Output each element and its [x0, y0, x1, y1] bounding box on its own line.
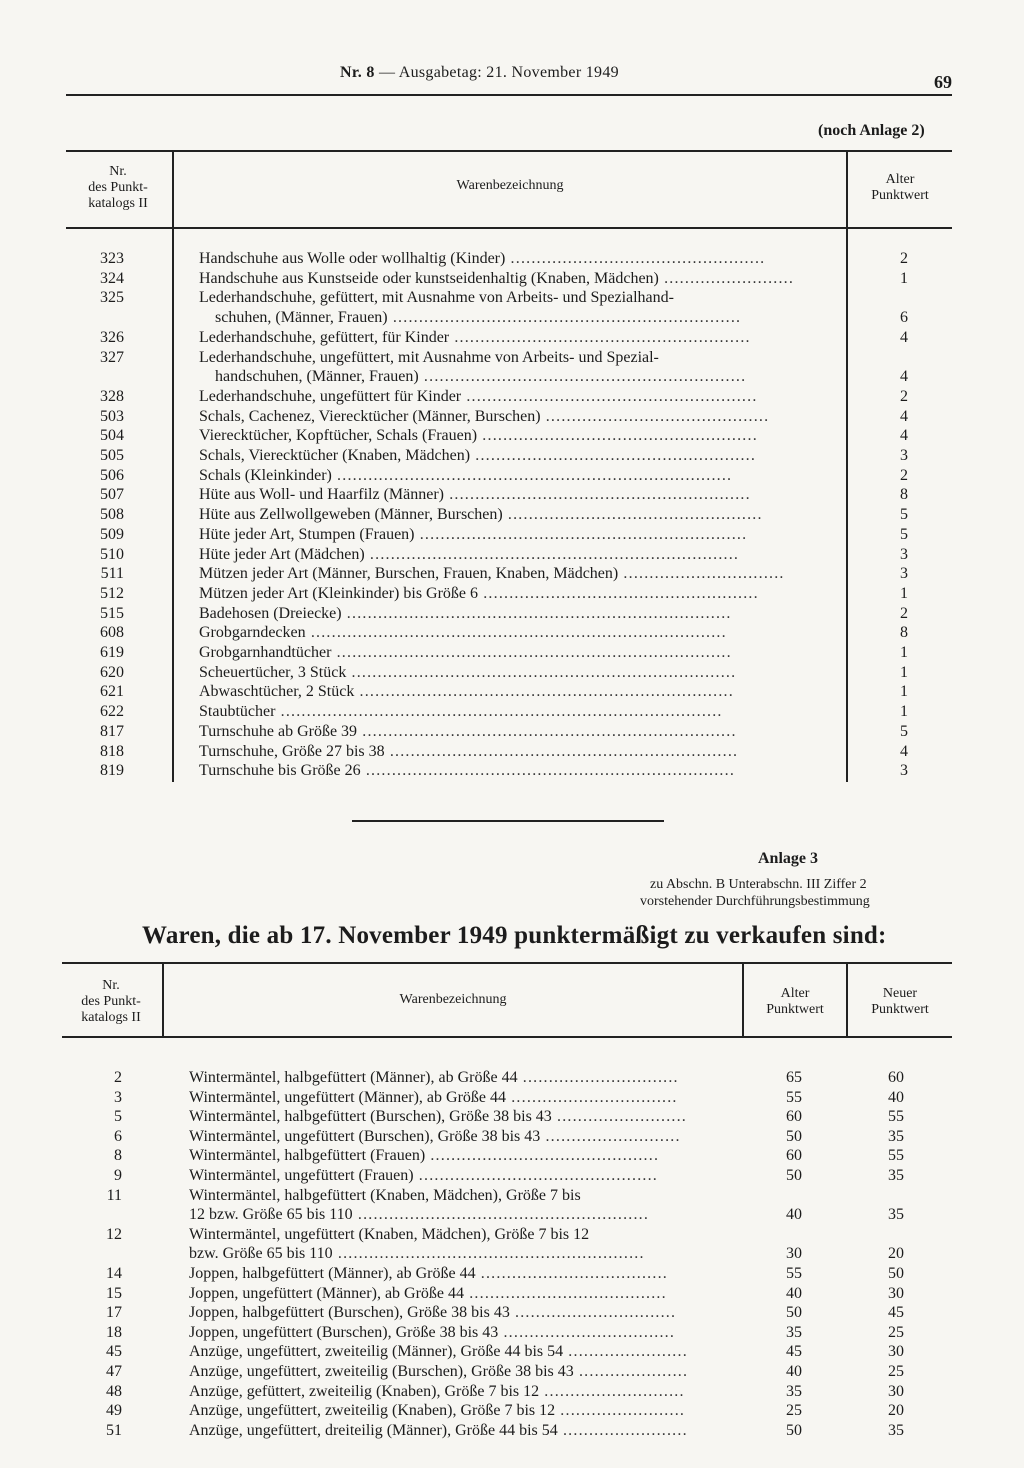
new-point-value: 25 [888, 1323, 904, 1341]
item-number: 47 [106, 1363, 122, 1380]
annex-title: Anlage 3 [758, 850, 818, 867]
header-line: Punktwert [871, 188, 929, 203]
leader-dots: ....................................................................... [360, 762, 736, 780]
item-description [189, 1088, 678, 1108]
leader-dots: ................................................. [505, 250, 766, 267]
item-description [199, 525, 747, 545]
item-description [189, 1068, 679, 1088]
item-description [199, 288, 674, 308]
item-description [199, 485, 751, 505]
leader-dots: .................................... [475, 1265, 668, 1282]
new-point-value: 45 [888, 1304, 904, 1322]
item-description [189, 1342, 688, 1362]
page-number: 69 [934, 72, 952, 92]
item-description-text: Handschuhe aus Wolle oder wollhaltig (Kinder) [199, 250, 506, 267]
item-description [189, 1166, 658, 1186]
leader-dots: ............................................................................ [331, 466, 733, 484]
leader-dots: .......................... [540, 1127, 681, 1145]
item-number: 515 [100, 604, 124, 622]
item-description-text: Anzüge, gefüttert, zweiteilig (Knaben), Größe 7 bis 12 [189, 1382, 540, 1400]
new-point-value: 35 [888, 1127, 904, 1145]
table1-col-divider [846, 150, 848, 782]
issue-number: Nr. 8 [340, 64, 375, 81]
old-point-value: 1 [900, 663, 908, 681]
item-number: 6 [114, 1127, 122, 1145]
item-description-text: Hüte jeder Art, Stumpen (Frauen) [199, 525, 415, 543]
item-description-text: Turnschuhe ab Größe 39 [199, 722, 358, 740]
item-number: 5 [114, 1108, 122, 1126]
item-number: 608 [100, 624, 124, 642]
item-description-text: Hüte aus Zellwollgeweben (Männer, Burschen) [199, 506, 503, 524]
old-point-value: 3 [900, 762, 908, 780]
item-description-text: Vierecktücher, Kopftücher, Schals (Frauen) [199, 427, 478, 445]
item-number: 507 [100, 486, 124, 504]
item-number: 510 [100, 545, 124, 563]
item-description [189, 1225, 589, 1245]
item-description [199, 328, 751, 348]
leader-dots: ....................................................................... [364, 545, 740, 563]
item-description [189, 1205, 649, 1225]
annex-note: (noch Anlage 2) [818, 122, 925, 139]
item-number: 15 [106, 1284, 122, 1302]
item-description-text: Anzüge, ungefüttert, zweiteilig (Burschen), Größe 38 bis 43 [189, 1363, 574, 1380]
item-description [189, 1401, 685, 1421]
table1-header-nr [66, 164, 170, 212]
item-number: 819 [100, 762, 124, 780]
item-number: 17 [106, 1304, 122, 1322]
item-description [215, 308, 741, 328]
item-number: 818 [100, 742, 124, 760]
table1-col-divider [172, 150, 174, 782]
old-point-value: 65 [786, 1069, 802, 1086]
item-number: 512 [100, 584, 124, 602]
header-rule [66, 94, 952, 96]
new-point-value: 35 [888, 1167, 904, 1184]
item-description-text: Scheuertücher, 3 Stück [199, 663, 347, 681]
leader-dots: ...................................... [464, 1284, 667, 1302]
item-number: 505 [100, 447, 124, 464]
annex-reference: vorstehender Durchführungsbestimmung [640, 894, 870, 909]
item-description-text: Wintermäntel, ungefüttert (Frauen) [189, 1167, 414, 1184]
item-number: 51 [106, 1421, 122, 1439]
header-line: Alter [885, 172, 915, 187]
new-point-value: 55 [888, 1147, 904, 1165]
item-description-text: Wintermäntel, ungefüttert (Männer), ab Größe 44 [189, 1088, 507, 1106]
item-description-text: Lederhandschuhe, gefüttert, mit Ausnahme von Arbeits- und Spezialhand- [199, 289, 674, 307]
item-description [199, 722, 737, 742]
item-number: 12 [106, 1225, 122, 1243]
table2-top-rule [62, 962, 952, 964]
item-description-text: Hüte jeder Art (Mädchen) [199, 545, 365, 563]
leader-dots: ........................................................... [332, 1245, 645, 1263]
old-point-value: 3 [900, 565, 908, 583]
item-description [199, 604, 732, 624]
item-description-text: handschuhen, (Männer, Frauen) [215, 368, 419, 386]
item-description-text: Staubtücher [199, 703, 276, 721]
old-point-value: 30 [786, 1245, 802, 1263]
leader-dots: .............................................. [413, 1167, 659, 1184]
item-description-text: Anzüge, ungefüttert, zweiteilig (Knaben), Größe 7 bis 12 [189, 1402, 556, 1420]
old-point-value: 5 [900, 525, 908, 543]
item-number: 509 [100, 525, 124, 543]
leader-dots: ........................................................................ [357, 722, 737, 740]
item-description-text: Lederhandschuhe, gefüttert, für Kinder [199, 328, 450, 346]
item-description [189, 1107, 687, 1127]
item-number: 324 [100, 269, 124, 287]
item-number: 323 [100, 250, 124, 267]
item-description [199, 643, 732, 663]
old-point-value: 55 [786, 1088, 802, 1106]
item-description [199, 742, 738, 762]
item-number: 621 [100, 683, 124, 701]
old-point-value: 2 [900, 604, 908, 622]
leader-dots: ........................................................ [461, 387, 758, 405]
table1-header-rule [66, 227, 952, 229]
old-point-value: 60 [786, 1147, 802, 1165]
item-description-text: Wintermäntel, ungefüttert (Knaben, Mädchen), Größe 7 bis 12 [189, 1225, 590, 1243]
leader-dots: ................................................................................ [305, 624, 727, 642]
new-point-value: 20 [888, 1245, 904, 1263]
leader-dots: ................................................................... [387, 309, 742, 327]
item-description-text: Badehosen (Dreiecke) [199, 604, 342, 622]
item-description [189, 1186, 581, 1206]
item-description-text: Wintermäntel, halbgefüttert (Burschen), Größe 38 bis 43 [189, 1108, 552, 1126]
item-number: 18 [106, 1323, 122, 1341]
item-description [199, 348, 659, 368]
item-number: 11 [106, 1186, 122, 1204]
leader-dots: ................................................. [502, 506, 763, 524]
item-description-text: Schals, Cachenez, Vierecktücher (Männer, Burschen) [199, 407, 541, 425]
leader-dots: .............................................................. [418, 368, 747, 386]
old-point-value: 50 [786, 1304, 802, 1322]
item-description-text: Schals (Kleinkinder) [199, 466, 332, 484]
item-number: 45 [106, 1343, 122, 1361]
leader-dots: ..................................................... [478, 584, 759, 602]
item-description [199, 407, 769, 427]
item-description [199, 249, 765, 269]
item-number: 325 [100, 289, 124, 307]
item-description [199, 663, 736, 683]
header-line: Punktwert [871, 1002, 929, 1017]
old-point-value: 40 [786, 1284, 802, 1302]
section-divider [352, 820, 664, 822]
item-description [199, 269, 794, 289]
running-header [340, 64, 619, 82]
item-description-text: schuhen, (Männer, Frauen) [215, 309, 388, 327]
item-description-text: Lederhandschuhe, ungefüttert, mit Ausnahme von Arbeits- und Spezial- [199, 348, 659, 366]
item-description-text: Joppen, ungefüttert (Männer), ab Größe 44 [189, 1284, 465, 1302]
item-description-text: Handschuhe aus Kunstseide oder kunstseidenhaltig (Knaben, Mädchen) [199, 269, 659, 287]
old-point-value: 8 [900, 624, 908, 642]
item-description-text: Hüte aus Woll- und Haarfilz (Männer) [199, 486, 444, 504]
item-number: 511 [100, 565, 124, 583]
new-point-value: 50 [888, 1265, 904, 1282]
leader-dots: ..................................................... [477, 427, 758, 445]
old-point-value: 40 [786, 1206, 802, 1224]
leader-dots: ............................... [509, 1304, 677, 1322]
item-description-text: Grobgarndecken [199, 624, 306, 642]
item-description-text: Lederhandschuhe, ungefüttert für Kinder [199, 387, 462, 405]
old-point-value: 1 [900, 703, 908, 721]
table2-header-neu [848, 986, 952, 1018]
item-description [189, 1421, 688, 1441]
item-number: 506 [100, 466, 124, 484]
table2-header-alt [744, 986, 846, 1018]
leader-dots: .............................. [517, 1069, 679, 1086]
old-point-value: 50 [786, 1127, 802, 1145]
leader-dots: ........................... [539, 1382, 685, 1400]
leader-dots: ..................... [573, 1363, 689, 1380]
item-number: 620 [100, 663, 124, 681]
old-point-value: 4 [900, 368, 908, 386]
item-description [189, 1244, 645, 1264]
table2-header-nr [62, 978, 160, 1026]
old-point-value: 1 [900, 683, 908, 701]
leader-dots: ....................... [563, 1343, 688, 1361]
old-point-value: 4 [900, 328, 908, 346]
item-description-text: Wintermäntel, halbgefüttert (Männer), ab Größe 44 [189, 1069, 518, 1086]
item-description [189, 1284, 667, 1304]
section-heading: Waren, die ab 17. November 1949 punktermäßigt zu verkaufen sind: [142, 922, 887, 949]
item-description [199, 702, 723, 722]
item-description-text: Anzüge, ungefüttert, zweiteilig (Männer), Größe 44 bis 54 [189, 1343, 564, 1361]
leader-dots: ......................................................... [449, 328, 751, 346]
leader-dots: .......................................................................... [346, 663, 737, 681]
new-point-value: 25 [888, 1363, 904, 1380]
old-point-value: 3 [900, 447, 908, 464]
old-point-value: 50 [786, 1167, 802, 1184]
leader-dots: ............................... [618, 565, 785, 583]
old-point-value: 35 [786, 1323, 802, 1341]
table1-top-rule [66, 150, 952, 152]
header-line: Punktwert [766, 1002, 824, 1017]
leader-dots: .......................................................... [444, 486, 751, 504]
item-description-text: Abwaschtücher, 2 Stück [199, 683, 355, 701]
item-description [189, 1264, 668, 1284]
item-number: 49 [106, 1402, 122, 1420]
header-line: Neuer [882, 986, 918, 1001]
item-number: 504 [100, 427, 124, 445]
item-description [199, 387, 758, 407]
old-point-value: 4 [900, 427, 908, 445]
new-point-value: 60 [888, 1069, 904, 1086]
leader-dots: ................................................................... [384, 742, 739, 760]
new-point-value: 30 [888, 1284, 904, 1302]
old-point-value: 40 [786, 1363, 802, 1380]
item-number: 9 [114, 1167, 122, 1184]
leader-dots: ............................................................... [414, 525, 748, 543]
leader-dots: ..................................................................................... [275, 703, 723, 721]
leader-dots: ........................................... [540, 407, 770, 425]
old-point-value: 6 [900, 309, 908, 327]
old-point-value: 50 [786, 1421, 802, 1439]
old-point-value: 2 [900, 466, 908, 484]
item-description [189, 1362, 688, 1382]
leader-dots: ........................................................ [352, 1206, 650, 1224]
item-description [199, 466, 732, 486]
item-description-text: Wintermäntel, ungefüttert (Burschen), Größe 38 bis 43 [189, 1127, 541, 1145]
item-description-text: Turnschuhe bis Größe 26 [199, 762, 361, 780]
leader-dots: ................................ [506, 1088, 678, 1106]
item-description [199, 564, 785, 584]
item-description-text: Wintermäntel, halbgefüttert (Frauen) [189, 1147, 426, 1165]
item-description [199, 761, 735, 781]
item-number: 326 [100, 328, 124, 346]
item-description [199, 545, 739, 565]
old-point-value: 4 [900, 407, 908, 425]
new-point-value: 20 [888, 1402, 904, 1420]
header-line: des Punkt- [81, 994, 141, 1009]
header-line: Nr. [109, 164, 127, 179]
table1-header-ware: Warenbezeichnung [456, 178, 564, 193]
item-number: 327 [100, 348, 124, 366]
header-line: katalogs II [81, 1010, 141, 1025]
item-description-text: Joppen, ungefüttert (Burschen), Größe 38 bis 43 [189, 1323, 499, 1341]
new-point-value: 40 [888, 1088, 904, 1106]
item-description-text: Anzüge, ungefüttert, dreiteilig (Männer), Größe 44 bis 54 [189, 1421, 558, 1439]
old-point-value: 3 [900, 545, 908, 563]
item-description-text: Mützen jeder Art (Männer, Burschen, Frauen, Knaben, Mädchen) [199, 565, 619, 583]
old-point-value: 4 [900, 742, 908, 760]
issue-date: Ausgabetag: 21. November 1949 [398, 64, 619, 81]
item-description-text: Schals, Vierecktücher (Knaben, Mädchen) [199, 447, 471, 464]
leader-dots: ........................................................................ [354, 683, 734, 701]
item-description [199, 426, 758, 446]
item-description-text: Turnschuhe, Größe 27 bis 38 [199, 742, 385, 760]
item-number: 622 [100, 703, 124, 721]
item-description [199, 505, 763, 525]
old-point-value: 1 [900, 584, 908, 602]
item-description-text: Joppen, halbgefüttert (Männer), ab Größe 44 [189, 1265, 476, 1282]
item-number: 8 [114, 1147, 122, 1165]
item-description [199, 446, 756, 466]
item-description [189, 1303, 676, 1323]
old-point-value: 2 [900, 250, 908, 267]
item-description-text: Grobgarnhandtücher [199, 644, 332, 661]
item-description-text: bzw. Größe 65 bis 110 [189, 1245, 333, 1263]
item-description [215, 367, 746, 387]
item-description [199, 584, 759, 604]
old-point-value: 55 [786, 1265, 802, 1282]
item-number: 3 [114, 1088, 122, 1106]
new-point-value: 30 [888, 1382, 904, 1400]
annex-reference: zu Abschn. B Unterabschn. III Ziffer 2 [650, 877, 867, 892]
item-description-text: Joppen, halbgefüttert (Burschen), Größe 38 bis 43 [189, 1304, 510, 1322]
item-description [189, 1323, 675, 1343]
item-number: 2 [114, 1069, 122, 1086]
item-number: 817 [100, 722, 124, 740]
old-point-value: 8 [900, 486, 908, 504]
new-point-value: 35 [888, 1206, 904, 1224]
old-point-value: 2 [900, 387, 908, 405]
item-number: 619 [100, 644, 124, 661]
leader-dots: ................................. [498, 1323, 676, 1341]
table2-header-ware: Warenbezeichnung [399, 992, 507, 1007]
old-point-value: 5 [900, 722, 908, 740]
item-number: 508 [100, 506, 124, 524]
item-description-text: 12 bzw. Größe 65 bis 110 [189, 1206, 353, 1224]
item-number: 328 [100, 387, 124, 405]
old-point-value: 60 [786, 1108, 802, 1126]
leader-dots: ......................... [551, 1108, 688, 1126]
leader-dots: ...................................................... [470, 447, 757, 464]
old-point-value: 5 [900, 506, 908, 524]
leader-dots: .......................................................................... [341, 604, 732, 622]
header-line: Alter [780, 986, 810, 1001]
item-number: 14 [106, 1265, 122, 1282]
item-number: 48 [106, 1382, 122, 1400]
new-point-value: 55 [888, 1108, 904, 1126]
header-line: katalogs II [88, 196, 148, 211]
old-point-value: 35 [786, 1382, 802, 1400]
table2-header-rule [62, 1036, 952, 1038]
item-description-text: Wintermäntel, halbgefüttert (Knaben, Mädchen), Größe 7 bis [189, 1186, 581, 1204]
header-line: Nr. [102, 978, 120, 993]
old-point-value: 1 [900, 269, 908, 287]
old-point-value: 25 [786, 1402, 802, 1420]
item-description [189, 1146, 659, 1166]
item-description [199, 682, 734, 702]
item-description [189, 1127, 681, 1147]
item-description [189, 1382, 685, 1402]
leader-dots: ............................................................................ [331, 644, 732, 661]
header-dash: — [379, 64, 396, 81]
leader-dots: ........................ [557, 1421, 688, 1439]
item-description-text: Mützen jeder Art (Kleinkinder) bis Größe 6 [199, 584, 479, 602]
old-point-value: 45 [786, 1343, 802, 1361]
header-line: des Punkt- [88, 180, 148, 195]
leader-dots: ......................... [658, 269, 795, 287]
new-point-value: 35 [888, 1421, 904, 1439]
table1-header-alt [848, 172, 952, 204]
new-point-value: 30 [888, 1343, 904, 1361]
item-description [199, 623, 727, 643]
leader-dots: ........................ [555, 1402, 686, 1420]
leader-dots: ............................................ [425, 1147, 660, 1165]
old-point-value: 1 [900, 644, 908, 661]
item-number: 503 [100, 407, 124, 425]
